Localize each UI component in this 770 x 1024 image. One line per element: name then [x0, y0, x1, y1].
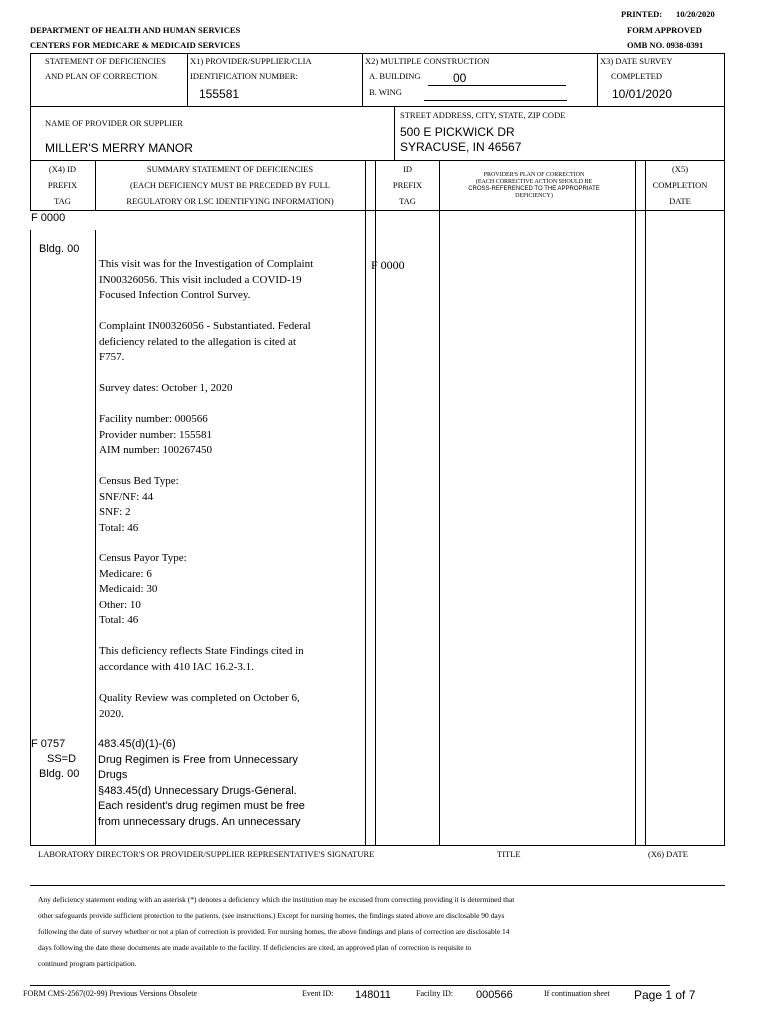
x1-id-label: IDENTIFICATION NUMBER:: [190, 71, 298, 81]
date-label: DATE: [669, 196, 691, 206]
summary-label: SUMMARY STATEMENT OF DEFICIENCIES: [146, 164, 314, 174]
address-label: STREET ADDRESS, CITY, STATE, ZIP CODE: [400, 110, 566, 120]
form-approved: FORM APPROVED: [627, 25, 702, 35]
event-id-value: 148011: [355, 989, 391, 1001]
survey-date-value: 10/01/2020: [612, 87, 673, 101]
summary-sub2: REGULATORY OR LSC IDENTIFYING INFORMATION): [126, 196, 334, 206]
summary-paragraph-facility: Facility number: 000566 Provider number: 155581 AIM number: 100267450: [99, 413, 213, 456]
summary-paragraph-complaint: Complaint IN00326056 - Substantiated. Federal deficiency related to the allegation is cited at F757.: [99, 320, 311, 363]
summary-paragraph-quality-review: Quality Review was completed on October 6, 2020.: [99, 692, 300, 720]
summary-paragraph-state-findings: This deficiency reflects State Findings cited in accordance with 410 IAC 16.2-3.1.: [99, 645, 304, 673]
id-label: ID: [403, 164, 412, 174]
continuation-label: If continuation sheet: [544, 989, 610, 998]
summary-paragraph-visit: This visit was for the Investigation of Complaint IN00326056. This visit included a COVID-19 Focused Infection Control Survey.: [99, 258, 314, 301]
summary-paragraph-f0757: 483.45(d)(1)-(6) Drug Regimen is Free from Unnecessary Drugs §483.45(d) Unnecessary Drugs-General. Each resident's drug regimen must be free from unnecessary drugs. An unnecessary: [98, 738, 305, 828]
wing-label: B. WING: [369, 87, 402, 97]
x4-prefix-label: PREFIX: [47, 180, 78, 190]
x4-id-label: (X4) ID: [48, 164, 77, 174]
x1-label: X1) PROVIDER/SUPPLIER/CLIA: [190, 56, 312, 66]
summary-paragraph-survey-dates: Survey dates: October 1, 2020: [99, 382, 233, 394]
event-id-label: Event ID:: [302, 989, 334, 998]
summary-paragraph-payor-type: Census Payor Type: Medicare: 6 Medicaid: 30 Other: 10 Total: 46: [99, 552, 187, 626]
signature-label: LABORATORY DIRECTOR'S OR PROVIDER/SUPPLIER REPRESENTATIVE'S SIGNATURE: [38, 849, 375, 859]
statement-label: STATEMENT OF DEFICIENCIES: [45, 56, 167, 66]
provider-id-value: 155581: [199, 87, 240, 101]
summary-paragraph-bed-type: Census Bed Type: SNF/NF: 44 SNF: 2 Total: 46: [99, 475, 179, 534]
disclaimer-footnote: Any deficiency statement ending with an asterisk (*) denotes a deficiency which the institution may be excused from correcting providing it is determined that other safeguards provide sufficient protection to the patients. (see instructions.) Except for nursing homes, the findings stated above are disclosable 90 days following the date of survey whether or not a plan of correction is provided. For nursing homes, the above findings and plans of correction are disclosable 14 days following the date these documents are made available to the facility. If deficiencies are cited, an approved plan of correction is requisite to continued program participation.: [38, 895, 515, 968]
address-line1: 500 E PICKWICK DR: [400, 125, 515, 139]
building-value: 00: [453, 71, 467, 85]
printed-date: 10/20/2020: [676, 9, 715, 19]
x4-tag-label: TAG: [54, 196, 71, 206]
building-tag-1: Bldg. 00: [39, 243, 80, 255]
deficiency-tag-f0757: F 0757: [31, 738, 66, 750]
plan-tag-f0000: F 0000: [371, 258, 405, 272]
deficiency-tag-f0000: F 0000: [31, 212, 66, 224]
department-title: DEPARTMENT OF HEALTH AND HUMAN SERVICES: [30, 25, 241, 35]
provider-name-label: NAME OF PROVIDER OR SUPPLIER: [45, 118, 183, 128]
printed-label: PRINTED:: [621, 9, 663, 19]
provider-name-value: MILLER'S MERRY MANOR: [45, 141, 193, 155]
id-prefix-label: PREFIX: [392, 180, 423, 190]
completion-label: COMPLETION: [652, 180, 708, 190]
plan-of-correction-label: PROVIDER'S PLAN OF CORRECTION (EACH CORRECTIVE ACTION SHOULD BE CROSS-REFERENCED TO THE APPROPRIATE DEFICIENCY): [468, 172, 600, 199]
title-label: TITLE: [497, 849, 521, 859]
address-line2: SYRACUSE, IN 46567: [400, 140, 522, 154]
scope-severity: SS=D: [47, 753, 77, 765]
facility-id-value: 000566: [476, 989, 513, 1001]
building-label: A. BUILDING: [369, 71, 421, 81]
completed-label: COMPLETED: [611, 71, 662, 81]
x3-label: X3) DATE SURVEY: [600, 56, 673, 66]
cms-title: CENTERS FOR MEDICARE & MEDICAID SERVICES: [30, 40, 241, 50]
x5-label: (X5): [671, 164, 689, 174]
id-tag-label: TAG: [399, 196, 416, 206]
x6-date-label: (X6) DATE: [648, 849, 688, 859]
plan-label: AND PLAN OF CORRECTION: [45, 71, 158, 81]
facility-id-label: Facility ID:: [416, 989, 454, 998]
x2-label: X2) MULTIPLE CONSTRUCTION: [365, 56, 490, 66]
building-tag-2: Bldg. 00: [39, 768, 80, 780]
omb-number: OMB NO. 0938-0391: [627, 40, 704, 50]
summary-sub1: (EACH DEFICIENCY MUST BE PRECEDED BY FULL: [130, 180, 330, 190]
page-number: Page 1 of 7: [634, 988, 696, 1002]
form-number: FORM CMS-2567(02-99) Previous Versions Obsolete: [23, 989, 198, 998]
